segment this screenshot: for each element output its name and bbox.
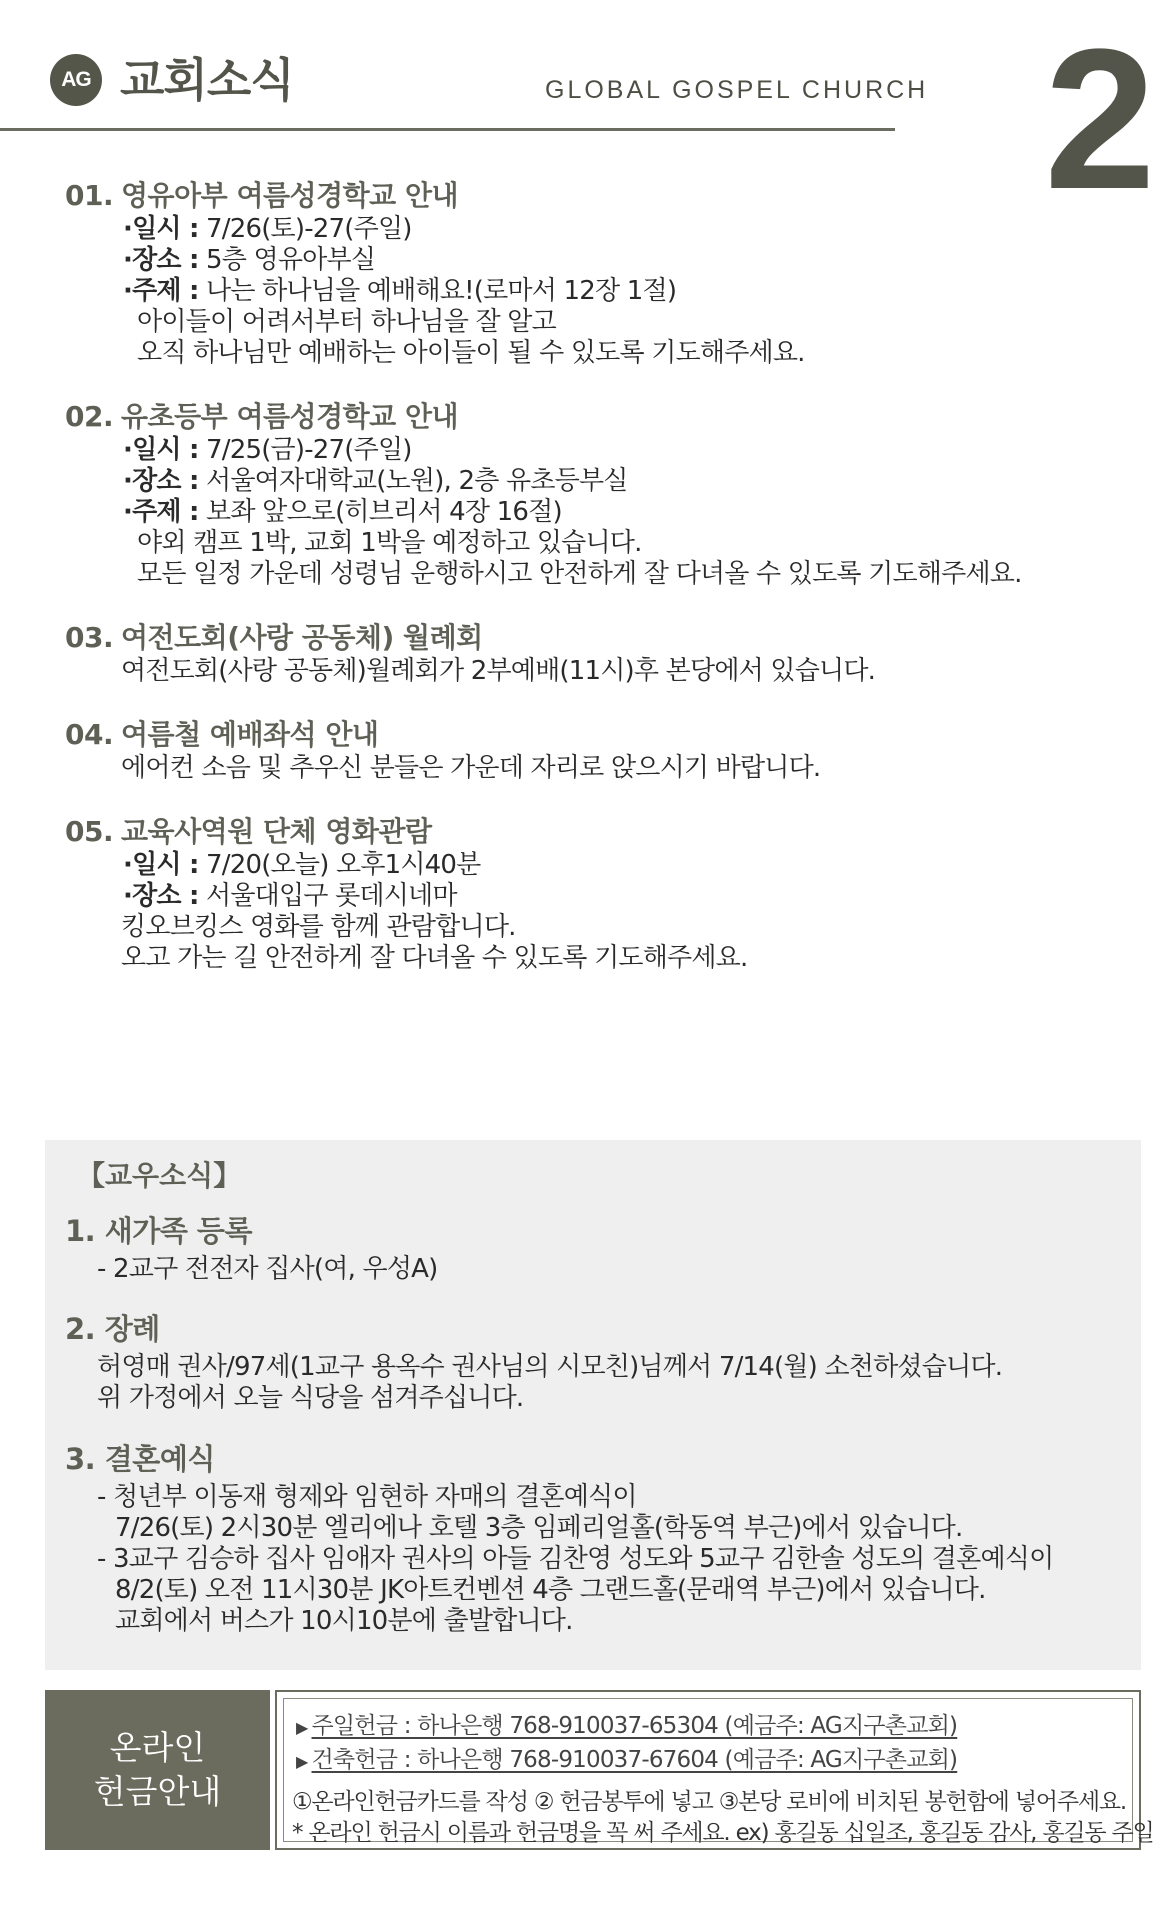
news-item-title-text: 유초등부 여름성경학교 안내 [121, 400, 459, 433]
news-item-title [65, 178, 1125, 214]
online-offering-label-line2: 헌금안내 [93, 1772, 222, 1811]
members-line: - 청년부 이동재 형제와 임현하 자매의 결혼예식이 [97, 1482, 637, 1512]
news-item-line-text: 모든 일정 가운데 성령님 운행하시고 안전하게 잘 다녀올 수 있도록 기도해주세요. [137, 559, 1022, 589]
online-offering-inner-frame [283, 1698, 1154, 1846]
news-item-line [65, 214, 1125, 245]
church-name: GLOBAL GOSPEL CHURCH [545, 76, 929, 104]
news-item-line-label: ·장소 : [123, 245, 199, 275]
news-item-line-text: 7/20(오늘) 오후1시40분 [198, 850, 481, 880]
news-item-title-text: 여름철 예배좌석 안내 [121, 718, 379, 751]
page-title: 교회소식 [120, 53, 294, 107]
triangle-right-icon: ▶ [296, 1718, 308, 1737]
news-item-line [65, 656, 1125, 687]
news-item-title-text: 영유아부 여름성경학교 안내 [121, 179, 459, 212]
account-building-offering [296, 1741, 957, 1774]
news-item-title-text: 교육사역원 단체 영화관람 [121, 815, 432, 848]
news-item-number: 03. [65, 621, 114, 654]
news-item-line [65, 943, 1125, 974]
online-offering-label [45, 1690, 270, 1850]
church-logo-icon: AG [50, 54, 102, 106]
news-item-line-text: 보좌 앞으로(히브리서 4장 16절) [198, 497, 562, 527]
online-offering-info [275, 1690, 1154, 1850]
news-item-line [65, 528, 1125, 559]
news-item-line [65, 435, 1125, 466]
account-text: 주일헌금 : 하나은행 768-910037-65304 (예금주: AG지구촌교회) [311, 1713, 958, 1739]
news-item-line-text: 서울대입구 롯데시네마 [198, 881, 457, 911]
news-item-number: 01. [65, 179, 114, 212]
news-item-line [65, 753, 1125, 784]
members-line: - 3교구 김승하 집사 임애자 권사의 아들 김찬영 성도와 5교구 김한솔 성도의 결혼예식이 [97, 1544, 1054, 1574]
news-item-line-text: 킹오브킹스 영화를 함께 관람합니다. [121, 912, 516, 942]
offering-instruction: ①온라인헌금카드를 작성 ② 헌금봉투에 넣고 ③본당 로비에 비치된 봉헌함에 넣어주세요. [292, 1789, 1126, 1815]
members-line: - 2교구 전전자 집사(여, 우성A) [97, 1254, 438, 1284]
news-item-title [65, 717, 1125, 753]
news-item-line-text: 나는 하나님을 예배해요!(로마서 12장 1절) [198, 276, 677, 306]
members-section-title: 2. 장례 [65, 1312, 160, 1346]
news-item-line-text: 서울여자대학교(노원), 2층 유초등부실 [198, 466, 628, 496]
news-item-line [65, 276, 1125, 307]
news-item [65, 620, 1125, 687]
news-item-line-text: 5층 영유아부실 [198, 245, 376, 275]
members-line: 허영매 권사/97세(1교구 용옥수 권사님의 시모친)님께서 7/14(월) 소천하셨습니다. [97, 1352, 1003, 1382]
news-item-line-label: ·주제 : [123, 497, 199, 527]
news-item-line-text: 오고 가는 길 안전하게 잘 다녀올 수 있도록 기도해주세요. [121, 943, 748, 973]
news-item-line-text: 7/25(금)-27(주일) [198, 435, 412, 465]
church-news-list [65, 178, 1125, 1004]
members-section-wedding [65, 1440, 1125, 1637]
account-sunday-offering [296, 1707, 957, 1740]
online-offering-label-line1: 온라인 [109, 1728, 206, 1767]
news-item-line [65, 559, 1125, 590]
news-item-title-text: 여전도회(사랑 공동체) 월례회 [121, 621, 483, 654]
news-item-line [65, 307, 1125, 338]
account-text: 건축헌금 : 하나은행 768-910037-67604 (예금주: AG지구촌교회) [311, 1747, 958, 1773]
news-item-line-label: ·장소 : [123, 881, 199, 911]
members-line: 7/26(토) 2시30분 엘리에나 호텔 3층 임페리얼홀(학동역 부근)에서 있습니다. [115, 1513, 963, 1543]
news-item-line [65, 338, 1125, 369]
news-item-number: 02. [65, 400, 114, 433]
news-item [65, 399, 1125, 590]
news-item-line-label: ·장소 : [123, 466, 199, 496]
news-item-line [65, 466, 1125, 497]
news-item-line [65, 912, 1125, 943]
news-item-line-text: 7/26(토)-27(주일) [198, 214, 412, 244]
members-section-title: 1. 새가족 등록 [65, 1214, 252, 1248]
members-section-title: 3. 결혼예식 [65, 1442, 215, 1476]
members-line: 8/2(토) 오전 11시30분 JK아트컨벤션 4층 그랜드홀(문래역 부근)에서 있습니다. [115, 1575, 986, 1605]
news-item-line-label: ·일시 : [123, 850, 199, 880]
news-item-number: 05. [65, 815, 114, 848]
news-item-line-label: ·주제 : [123, 276, 199, 306]
news-item-line-text: 오직 하나님만 예배하는 아이들이 될 수 있도록 기도해주세요. [137, 338, 805, 368]
members-news-heading: 【교우소식】 [77, 1159, 242, 1192]
page-number: 2 [1044, 8, 1156, 231]
news-item-line-label: ·일시 : [123, 214, 199, 244]
news-item-line-text: 아이들이 어려서부터 하나님을 잘 알고 [137, 307, 556, 337]
news-item [65, 717, 1125, 784]
offering-note: * 온라인 헌금시 이름과 헌금명을 꼭 써 주세요. ex) 홍길동 십일조, 홍길동 감사, 홍길동 주일 [292, 1820, 1154, 1846]
members-section-new-family [65, 1212, 1125, 1285]
members-line: 위 가정에서 오늘 식당을 섬겨주십니다. [97, 1383, 524, 1413]
news-item-line-text: 여전도회(사랑 공동체)월례회가 2부예배(11시)후 본당에서 있습니다. [121, 656, 876, 686]
news-item-line-label: ·일시 : [123, 435, 199, 465]
news-item-line [65, 245, 1125, 276]
news-item [65, 814, 1125, 974]
news-item-line [65, 881, 1125, 912]
members-section-funeral [65, 1310, 1125, 1414]
news-item-number: 04. [65, 718, 114, 751]
news-item-line-text: 야외 캠프 1박, 교회 1박을 예정하고 있습니다. [137, 528, 642, 558]
news-item-line [65, 850, 1125, 881]
news-item-line [65, 497, 1125, 528]
news-item-title [65, 620, 1125, 656]
members-news-box [45, 1140, 1141, 1670]
news-item-title [65, 399, 1125, 435]
news-item-line-text: 에어컨 소음 및 추우신 분들은 가운데 자리로 앉으시기 바랍니다. [121, 753, 821, 783]
header-divider [0, 128, 895, 131]
news-item-title [65, 814, 1125, 850]
triangle-right-icon: ▶ [296, 1752, 308, 1771]
members-line: 교회에서 버스가 10시10분에 출발합니다. [115, 1606, 573, 1636]
news-item [65, 178, 1125, 369]
